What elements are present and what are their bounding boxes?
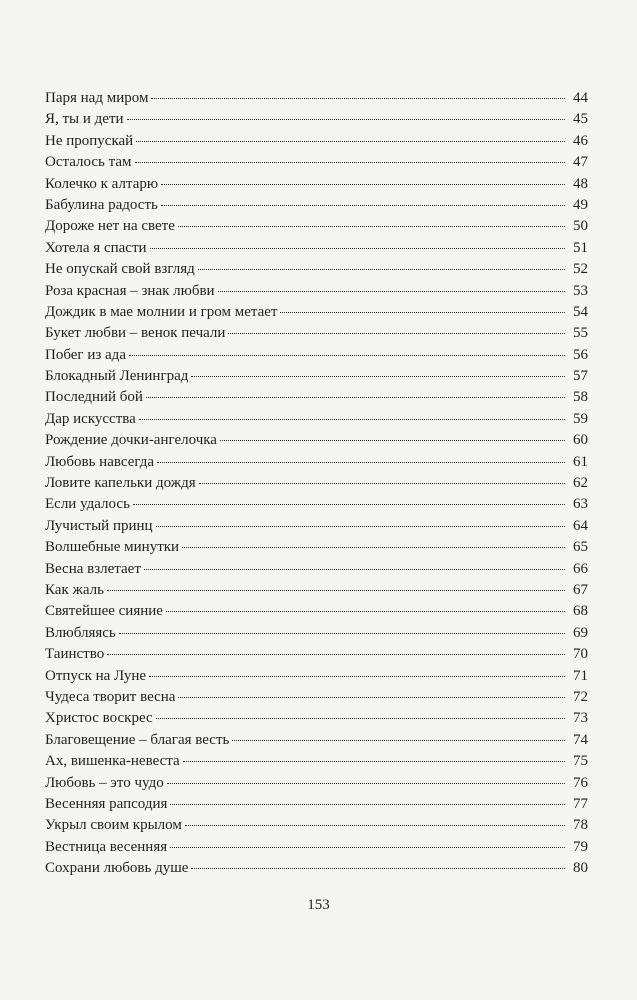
toc-entry-page: 63 <box>573 496 588 513</box>
toc-entry <box>45 473 588 494</box>
toc-entry-title: Последний бой <box>45 389 143 406</box>
toc-entry <box>45 687 588 708</box>
toc-entry-title: Любовь навсегда <box>45 453 155 470</box>
toc-entry-title: Ловите капельки дождя <box>45 475 196 492</box>
toc-dot-leader <box>133 503 565 505</box>
toc-entry-page: 70 <box>573 646 588 663</box>
toc-entry-title: Христос воскрес <box>45 710 153 727</box>
toc-entry <box>45 708 588 729</box>
toc-entry-page: 65 <box>573 539 588 556</box>
toc-entry <box>45 216 588 237</box>
toc-entry-page: 78 <box>573 817 588 834</box>
toc-entry <box>45 430 588 451</box>
toc-entry-title: Весенняя рапсодия <box>45 795 168 812</box>
toc-dot-leader <box>151 97 565 99</box>
toc-entry-page: 58 <box>573 389 588 406</box>
toc-dot-leader <box>170 803 565 805</box>
toc-entry-title: Блокадный Ленинград <box>45 368 189 385</box>
toc-entry-page: 47 <box>573 154 588 171</box>
toc-entry-page: 61 <box>573 453 588 470</box>
toc-entry-title: Влюбляясь <box>45 624 116 641</box>
toc-entry-title: Дар искусства <box>45 410 136 427</box>
toc-entry <box>45 195 588 216</box>
toc-entry-title: Любовь – это чудо <box>45 774 164 791</box>
toc-entry <box>45 773 588 794</box>
toc-entry-page: 53 <box>573 282 588 299</box>
toc-entry <box>45 494 588 515</box>
toc-entry-page: 48 <box>573 175 588 192</box>
toc-entry-page: 44 <box>573 90 588 106</box>
toc-dot-leader <box>107 653 565 655</box>
toc-entry-title: Дороже нет на свете <box>45 218 175 235</box>
toc-entry-page: 52 <box>573 261 588 278</box>
toc-dot-leader <box>228 332 565 334</box>
toc-entry-title: Укрыл своим крылом <box>45 817 182 834</box>
toc-entry-title: Паря над миром <box>45 90 149 106</box>
toc-entry <box>45 88 588 109</box>
toc-entry <box>45 837 588 858</box>
toc-entry-title: Как жаль <box>45 581 104 598</box>
toc-entry-title: Святейшее сияние <box>45 603 163 620</box>
toc-entry-title: Осталось там <box>45 154 132 171</box>
toc-entry-title: Колечко к алтарю <box>45 175 159 192</box>
toc-entry-page: 71 <box>573 667 588 684</box>
toc-entry <box>45 516 588 537</box>
toc-entry <box>45 302 588 323</box>
toc-entry-page: 64 <box>573 517 588 534</box>
toc-dot-leader <box>144 568 565 570</box>
toc-entry-page: 62 <box>573 475 588 492</box>
toc-entry <box>45 537 588 558</box>
toc-dot-leader <box>183 760 565 762</box>
toc-entry <box>45 259 588 280</box>
toc-entry <box>45 238 588 259</box>
toc-entry <box>45 345 588 366</box>
toc-dot-leader <box>232 739 565 741</box>
toc-entry-page: 55 <box>573 325 588 342</box>
toc-entry-title: Роза красная – знак любви <box>45 282 215 299</box>
toc-entry-title: Рождение дочки-ангелочка <box>45 432 217 449</box>
toc-entry-page: 73 <box>573 710 588 727</box>
toc-dot-leader <box>170 846 565 848</box>
toc-entry-page: 80 <box>573 860 588 877</box>
toc-entry-page: 68 <box>573 603 588 620</box>
table-of-contents <box>45 88 588 879</box>
toc-entry-page: 51 <box>573 239 588 256</box>
toc-dot-leader <box>161 183 565 185</box>
toc-entry <box>45 131 588 152</box>
toc-entry-page: 72 <box>573 688 588 705</box>
toc-entry-title: Хотела я спасти <box>45 239 147 256</box>
toc-entry <box>45 601 588 622</box>
toc-dot-leader <box>135 161 565 163</box>
toc-entry-page: 74 <box>573 731 588 748</box>
toc-dot-leader <box>139 418 565 420</box>
toc-entry-title: Если удалось <box>45 496 130 513</box>
toc-entry-page: 59 <box>573 410 588 427</box>
toc-entry-title: Ах, вишенка-невеста <box>45 753 180 770</box>
toc-entry-title: Лучистый принц <box>45 517 153 534</box>
toc-dot-leader <box>127 118 565 120</box>
toc-entry-title: Благовещение – благая весть <box>45 731 230 748</box>
toc-dot-leader <box>178 225 565 227</box>
toc-dot-leader <box>166 610 565 612</box>
toc-dot-leader <box>191 867 565 869</box>
toc-dot-leader <box>157 461 565 463</box>
toc-entry-page: 66 <box>573 560 588 577</box>
toc-entry-title: Таинство <box>45 646 105 663</box>
toc-entry <box>45 409 588 430</box>
toc-dot-leader <box>107 589 565 591</box>
toc-entry-title: Не опускай свой взгляд <box>45 261 195 278</box>
toc-dot-leader <box>136 140 565 142</box>
toc-entry <box>45 109 588 130</box>
toc-entry-title: Бабулина радость <box>45 196 158 213</box>
toc-entry <box>45 623 588 644</box>
toc-entry-page: 50 <box>573 218 588 235</box>
toc-dot-leader <box>220 439 565 441</box>
toc-dot-leader <box>178 696 565 698</box>
toc-entry <box>45 174 588 195</box>
toc-dot-leader <box>198 268 565 270</box>
toc-entry <box>45 730 588 751</box>
toc-entry-page: 54 <box>573 303 588 320</box>
toc-entry-page: 60 <box>573 432 588 449</box>
toc-entry-page: 79 <box>573 838 588 855</box>
toc-entry <box>45 666 588 687</box>
toc-dot-leader <box>149 675 565 677</box>
toc-entry-page: 77 <box>573 795 588 812</box>
toc-entry-title: Отпуск на Луне <box>45 667 147 684</box>
toc-entry-title: Весна взлетает <box>45 560 141 577</box>
toc-entry-title: Дождик в мае молнии и гром метает <box>45 303 278 320</box>
toc-entry-title: Не пропускай <box>45 132 134 149</box>
toc-entry <box>45 580 588 601</box>
toc-entry-title: Сохрани любовь душе <box>45 860 189 877</box>
toc-dot-leader <box>191 375 565 377</box>
toc-entry <box>45 644 588 665</box>
toc-dot-leader <box>119 632 565 634</box>
toc-entry <box>45 152 588 173</box>
toc-entry-page: 56 <box>573 346 588 363</box>
toc-entry <box>45 559 588 580</box>
toc-entry-page: 57 <box>573 368 588 385</box>
toc-dot-leader <box>167 782 565 784</box>
toc-entry <box>45 452 588 473</box>
toc-entry <box>45 858 588 879</box>
toc-entry-title: Волшебные минутки <box>45 539 180 556</box>
toc-entry <box>45 387 588 408</box>
toc-entry-page: 75 <box>573 753 588 770</box>
toc-dot-leader <box>146 396 565 398</box>
toc-dot-leader <box>218 290 565 292</box>
toc-dot-leader <box>161 204 565 206</box>
toc-entry <box>45 751 588 772</box>
toc-dot-leader <box>150 247 565 249</box>
toc-entry-page: 49 <box>573 196 588 213</box>
toc-entry <box>45 281 588 302</box>
toc-entry <box>45 366 588 387</box>
toc-dot-leader <box>129 354 565 356</box>
toc-entry-page: 76 <box>573 774 588 791</box>
toc-entry <box>45 794 588 815</box>
page-number: 153 <box>307 897 330 913</box>
toc-entry-title: Я, ты и дети <box>45 111 124 128</box>
toc-dot-leader <box>185 824 565 826</box>
toc-entry-page: 69 <box>573 624 588 641</box>
toc-entry-page: 67 <box>573 581 588 598</box>
toc-entry <box>45 323 588 344</box>
toc-dot-leader <box>199 482 565 484</box>
toc-dot-leader <box>156 717 565 719</box>
toc-entry-title: Побег из ада <box>45 346 126 363</box>
toc-dot-leader <box>280 311 565 313</box>
toc-entry-title: Вестница весенняя <box>45 838 168 855</box>
toc-entry <box>45 815 588 836</box>
toc-entry-page: 46 <box>573 132 588 149</box>
toc-dot-leader <box>182 546 565 548</box>
toc-dot-leader <box>156 525 565 527</box>
toc-entry-page: 45 <box>573 111 588 128</box>
toc-entry-title: Букет любви – венок печали <box>45 325 226 342</box>
toc-entry-title: Чудеса творит весна <box>45 688 176 705</box>
